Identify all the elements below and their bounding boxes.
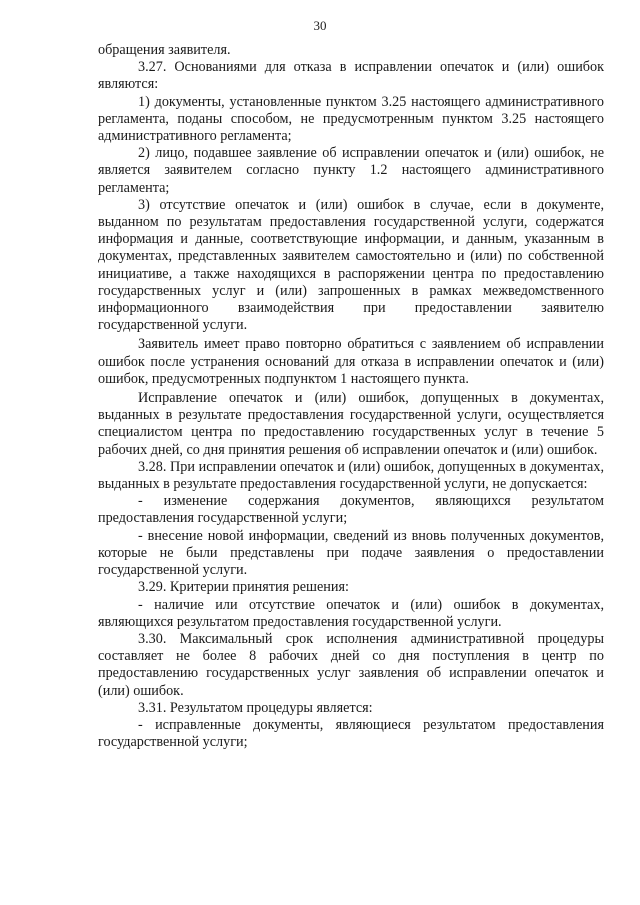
paragraph: обращения заявителя.: [98, 42, 231, 58]
paragraph: 1) документы, установленные пунктом 3.25 настоящего административного регламента, поданы способом, не предусмотренным пунктом 3.25 настоящего административного регламента;: [98, 93, 604, 145]
paragraph: 3.29. Критерии принятия решения:: [138, 579, 349, 596]
paragraph: Заявитель имеет право повторно обратиться с заявлением об исправлении ошибок после устранения оснований для отказа в исправлении опечаток и (или) ошибок, предусмотренных подпунктом 1 настоящего пункта.: [98, 336, 604, 387]
paragraph: - исправленные документы, являющиеся результатом предоставления государственной услуги;: [98, 716, 604, 751]
paragraph: 3.28. При исправлении опечаток и (или) ошибок, допущенных в документах, выданных в результате предоставления государственной услуги, не допускается:: [98, 458, 604, 493]
paragraph: 3) отсутствие опечаток и (или) ошибок в случае, если в документе, выданном по результатам предоставления государственной услуги, содержатся информация и данные, соответствующие информации, и данным, указанным в документах, представленных заявителем самостоятельно и (или) по собственной инициативе, а также находящихся в распоряжении центра по предоставлению государственных услуг и (или) запрошенных в рамках межведомственного информационного взаимодействия при предоставлении заявителю государственной услуги.: [98, 196, 604, 334]
paragraph: Исправление опечаток и (или) ошибок, допущенных в документах, выданных в результате предоставления государственной услуги, осуществляется специалистом центра по предоставлению государственных услуг в течение 5 рабочих дней, со дня принятия решения об исправлении опечаток и (или) ошибок.: [98, 390, 604, 458]
document-body: [98, 42, 604, 751]
page-number: 30: [313, 18, 327, 33]
paragraph: 2) лицо, подавшее заявление об исправлении опечаток и (или) ошибок, не является заявителем согласно пункту 1.2 настоящего административного регламента;: [98, 145, 604, 196]
paragraph: - внесение новой информации, сведений из вновь полученных документов, которые не были представлены при подаче заявления о предоставлении государственной услуги.: [98, 527, 604, 579]
paragraph: 3.31. Результатом процедуры является:: [138, 699, 373, 716]
paragraph: - изменение содержания документов, являющихся результатом предоставления государственной услуги;: [98, 493, 604, 527]
paragraph: - наличие или отсутствие опечаток и (или) ошибок в документах, являющихся результатом предоставления государственной услуги.: [98, 596, 604, 630]
paragraph: 3.30. Максимальный срок исполнения административной процедуры составляет не более 8 рабочих дней со дня поступления в центр по предоставлению государственных услуг заявления об исправлении опечаток и (или) ошибок.: [98, 630, 604, 699]
paragraph: 3.27. Основаниями для отказа в исправлении опечаток и (или) ошибок являются:: [98, 59, 604, 93]
